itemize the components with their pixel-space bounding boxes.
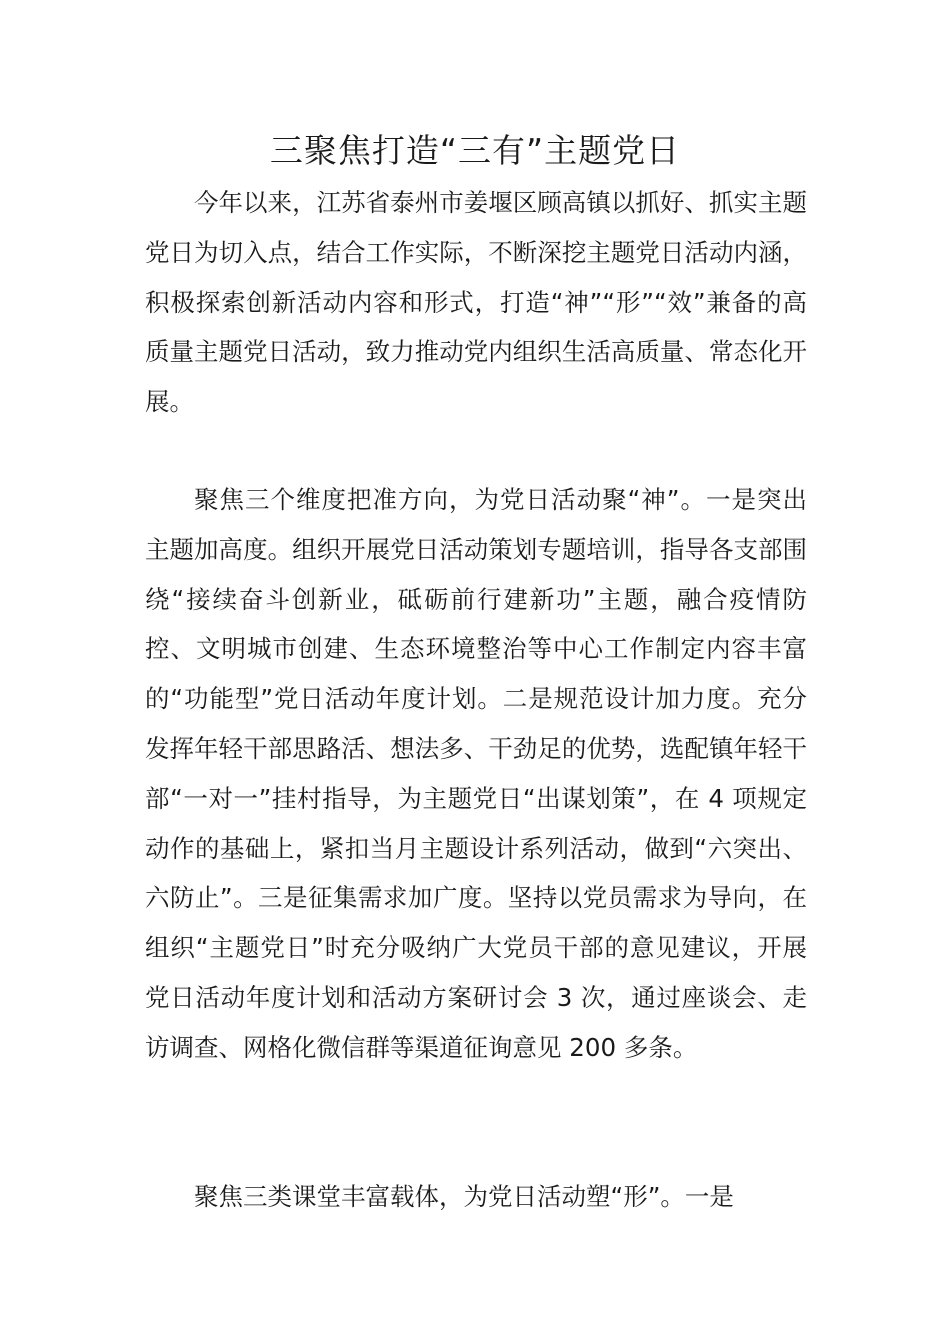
document-title: 三聚焦打造“三有”主题党日 <box>269 131 681 170</box>
paragraph-intro: 今年以来，江苏省泰州市姜堰区顾高镇以抓好、抓实主题党日为切入点，结合工作实际，不断深挖主题党日活动内涵，积极探索创新活动内容和形式，打造“神”“形”“效”兼备的高质量主题党日活动，致力推动党内组织生活高质量、常态化开展。 <box>145 188 807 417</box>
paragraph-section-one: 聚焦三个维度把准方向，为党日活动聚“神”。一是突出主题加高度。组织开展党日活动策划专题培训，指导各支部围绕“接续奋斗创新业，砥砺前行建新功”主题，融合疫情防控、文明城市创建、生态环境整治等中心工作制定内容丰富的“功能型”党日活动年度计划。二是规范设计加力度。充分发挥年轻干部思路活、想法多、干劲足的优势，选配镇年轻干部“一对一”挂村指导，为主题党日“出谋划策”，在 4 项规定动作的基础上，紧扣当月主题设计系列活动，做到“六突出、六防止”。三是征集需求加广度。坚持以党员需求为导向，在组织“主题党日”时充分吸纳广大党员干部的意见建议，开展党日活动年度计划和活动方案研讨会 3 次，通过座谈会、走访调查、网格化微信群等渠道征询意见 200 多条。 <box>145 485 807 1062</box>
paragraph-section-two: 聚焦三类课堂丰富载体，为党日活动塑“形”。一是 <box>194 1182 734 1211</box>
